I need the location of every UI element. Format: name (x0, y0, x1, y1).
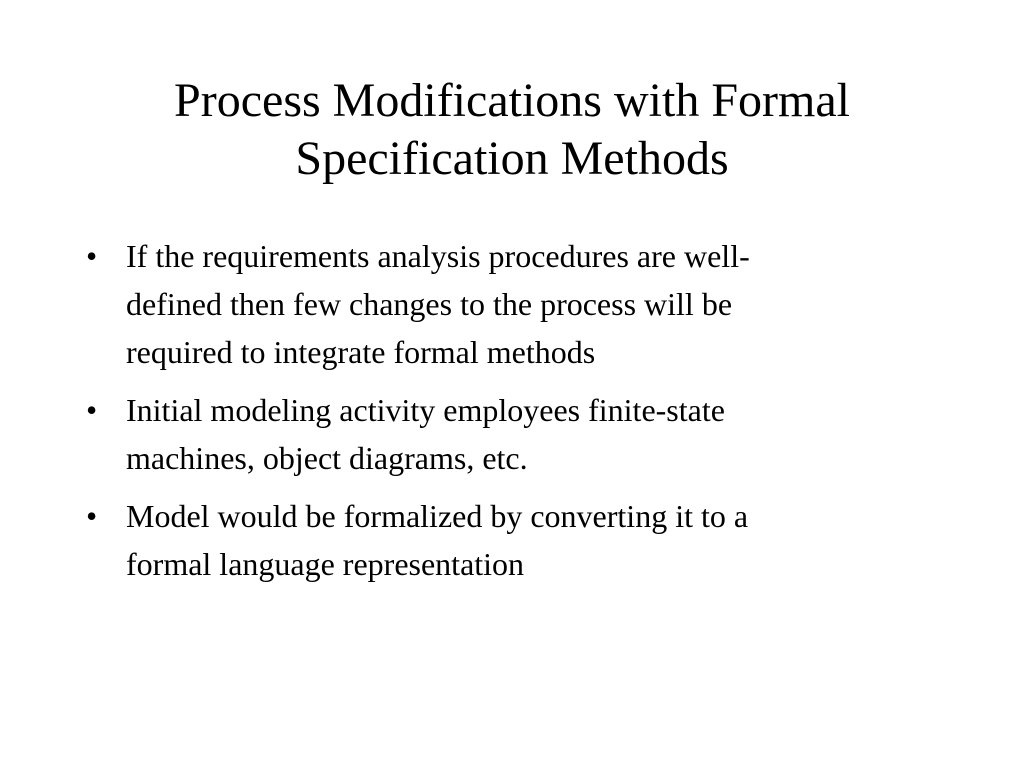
bullet-text-line: machines, object diagrams, etc. (126, 440, 528, 476)
bullet-text-line: formal language representation (126, 546, 525, 582)
bullet-text-line: If the requirements analysis procedures are well- (126, 238, 750, 274)
bullet-text-line: Model would be formalized by converting it to a (126, 498, 749, 534)
slide-title (60, 72, 964, 188)
bullet-item (86, 386, 936, 482)
bullet-dot-icon: • (86, 392, 98, 428)
bullet-item (86, 232, 936, 376)
bullet-dot-icon: • (86, 498, 98, 534)
bullet-item (86, 492, 936, 588)
bullet-text-line: required to integrate formal methods (126, 334, 596, 370)
bullet-text-line: defined then few changes to the process will be (126, 286, 733, 322)
bullet-dot-icon: • (86, 238, 98, 274)
bullet-text-line: Initial modeling activity employees finite-state (126, 392, 725, 428)
slide-title-line: Specification Methods (295, 132, 729, 185)
slide-title-line: Process Modifications with Formal (174, 74, 850, 127)
bullet-list (86, 232, 936, 598)
